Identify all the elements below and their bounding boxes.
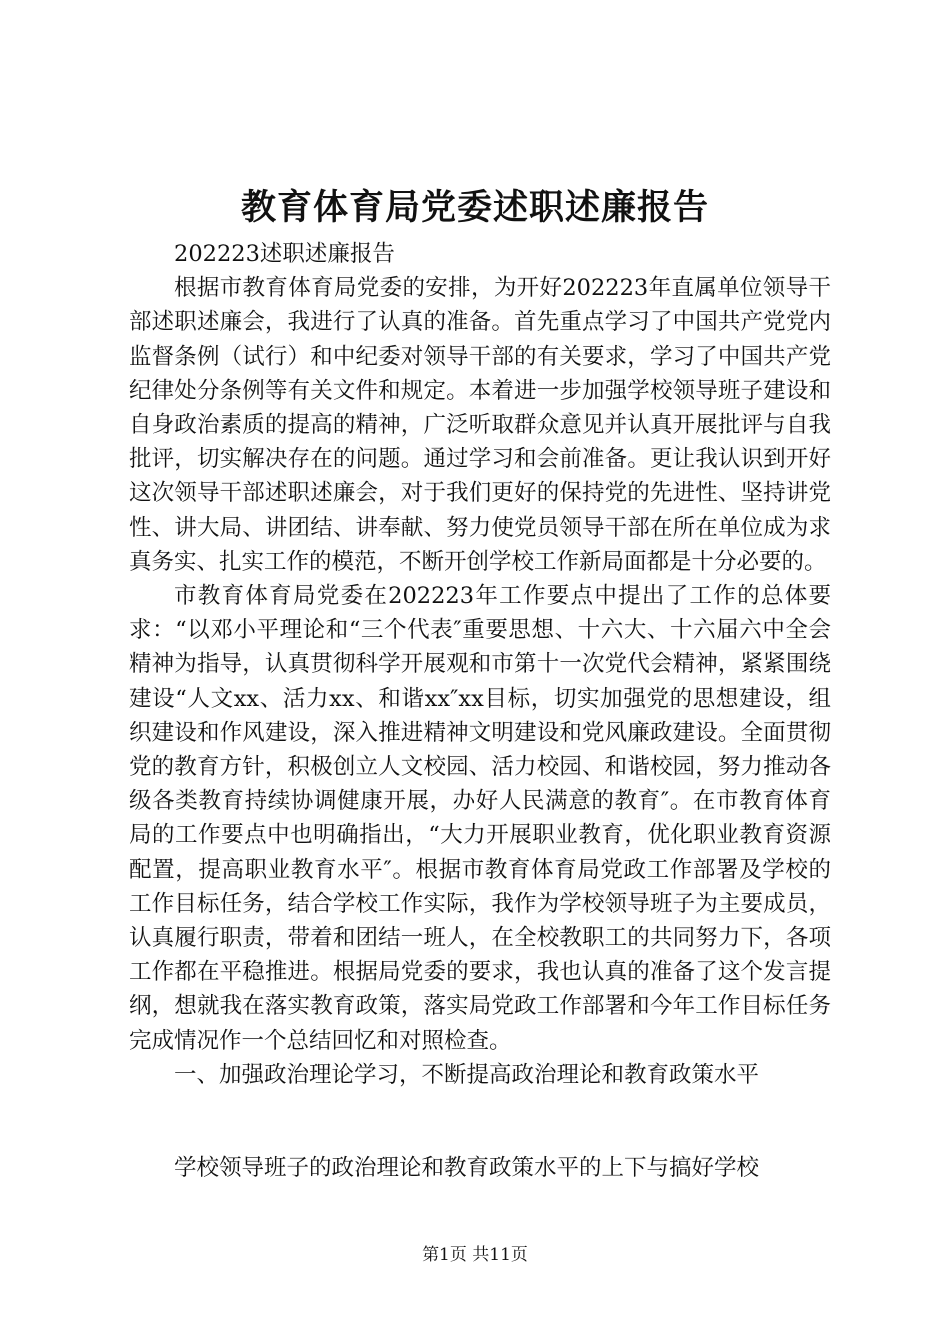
document-title: 教育体育局党委述职述廉报告 (240, 187, 709, 228)
body-paragraph-1: 根据市教育体育局党委的安排，为开好202223年直属单位领导干部述职述廉会，我进行了认真的准备。首先重点学习了中国共产党党内监督条例（试行）和中纪委对领导干部的有关要求，学习了中国共产党纪律处分条例等有关文件和规定。本着进一步加强学校领导班子建设和自身政治素质的提高的精神，广泛听取群众意见并认真开展批评与自我批评，切实解决存在的问题。通过学习和会前准备。更让我认识到开好这次领导干部述职述廉会，对于我们更好的保持党的先进性、坚持讲党性、讲大局、讲团结、讲奉献、努力使党员领导干部在所在单位成为求真务实、扎实工作的模范，不断开创学校工作新局面都是十分必要的。 (129, 275, 831, 575)
document-body (129, 237, 831, 1092)
document-subtitle: 202223述职述廉报告 (174, 241, 395, 267)
body-paragraph-2: 市教育体育局党委在202223年工作要点中提出了工作的总体要求：“以邓小平理论和“三个代表″重要思想、十六大、十六届六中全会精神为指导，认真贯彻科学开展观和市第十一次党代会精神，紧紧围绕建设“人文xx、活力xx、和谐xx″xx目标，切实加强党的思想建设，组织建设和作风建设，深入推进精神文明建设和党风廉政建设。全面贯彻党的教育方针，积极创立人文校园、活力校园、和谐校园，努力推动各级各类教育持续协调健康开展，办好人民满意的教育″。在市教育体育局的工作要点中也明确指出，“大力开展职业教育，优化职业教育资源配置，提高职业教育水平″。根据市教育体育局党政工作部署及学校的工作目标任务，结合学校工作实际，我作为学校领导班子为主要成员，认真履行职责，带着和团结一班人，在全校教职工的共同努力下，各项工作都在平稳推进。根据局党委的要求，我也认真的准备了这个发言提纲，想就我在落实教育政策，落实局党政工作部署和今年工作目标任务完成情况作一个总结回忆和对照检查。 (129, 583, 831, 1054)
section-heading: 一、加强政治理论学习，不断提高政治理论和教育政策水平 (174, 1061, 760, 1088)
page-footer: 第1页 共11页 (422, 1245, 528, 1265)
trailing-paragraph: 学校领导班子的政治理论和教育政策水平的上下与搞好学校 (174, 1155, 760, 1181)
